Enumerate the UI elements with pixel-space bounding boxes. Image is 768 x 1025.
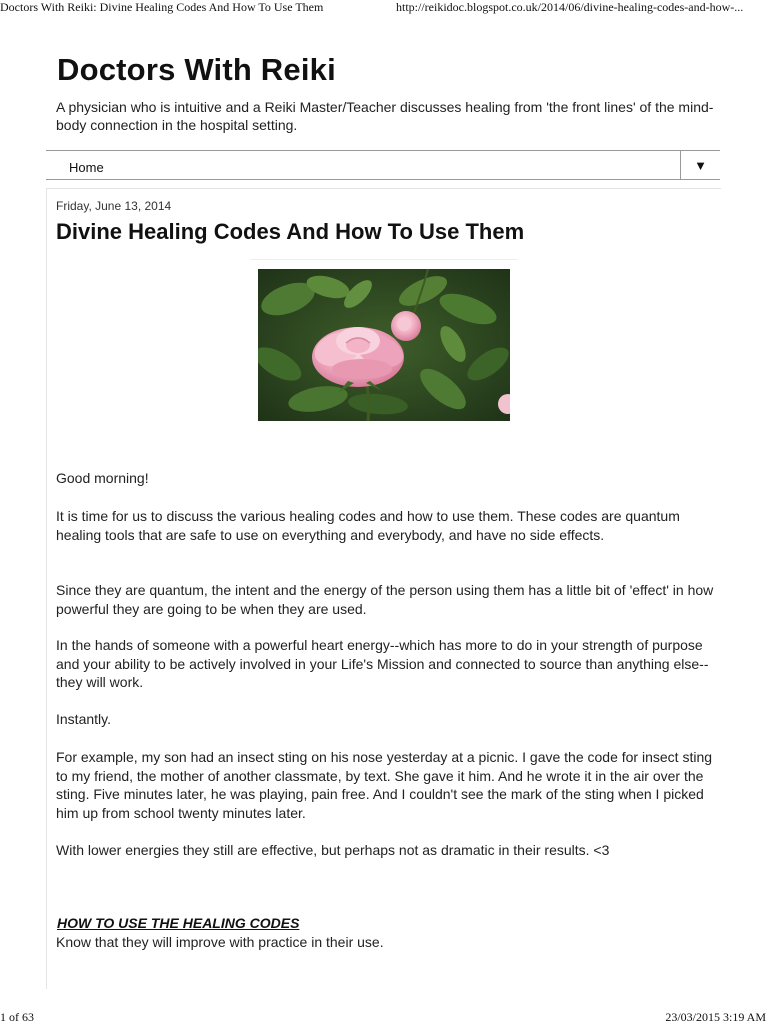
dropdown-arrow-icon: ▼ [694,157,707,173]
section-intro: Know that they will improve with practice in their use. [56,934,384,950]
paragraph-lower-energies: With lower energies they still are effective, but perhaps not as dramatic in their results. <3 [56,842,610,858]
paragraph-codes: It is time for us to discuss the various healing codes and how to use them. These codes are quantum healing tools that are safe to use on everything and everybody, and have no side effects. [56,508,680,543]
nav-bar [46,150,720,180]
print-header [0,0,768,16]
print-timestamp: 23/03/2015 3:19 AM [665,1010,766,1024]
paragraph-quantum: Since they are quantum, the intent and the energy of the person using them has a little bit of 'effect' in how powerful they are going to be when they are used. [56,582,714,617]
page-count: 1 of 63 [0,1010,34,1024]
post-image-frame [250,259,518,429]
section-heading: HOW TO USE THE HEALING CODES [57,915,300,931]
blog-title[interactable]: Doctors With Reiki [57,52,336,87]
paragraph-example: For example, my son had an insect sting on his nose yesterday at a picnic. I gave the code for insect sting to my friend, the mother of another classmate, by text. She gave it him. And he wrote it in the air over the sting. Five minutes later, he was playing, pain free. And I couldn't see the mark of the sting when I picked him up from school twenty minutes later. [56,749,713,821]
nav-dropdown-button[interactable] [680,151,720,179]
print-header-title: Doctors With Reiki: Divine Healing Codes And How To Use Them [0,0,324,14]
print-footer [0,1008,768,1024]
rose-photo[interactable] [258,269,510,421]
paragraph-instantly: Instantly. [56,711,111,727]
print-header-url: http://reikidoc.blogspot.co.uk/2014/06/divine-healing-codes-and-how-... [396,0,744,14]
blog-description: A physician who is intuitive and a Reiki Master/Teacher discusses healing from 'the front lines' of the mind-body connection in the hospital setting. [56,99,714,133]
paragraph-heart-energy: In the hands of someone with a powerful heart energy--which has more to do in your strength of purpose and your ability to be actively involved in your Life's Mission and connected to source than anything else--they will work. [56,637,709,690]
paragraph-greeting: Good morning! [56,470,149,486]
nav-home-link[interactable]: Home [69,160,104,175]
post-date: Friday, June 13, 2014 [56,199,172,213]
post-title[interactable]: Divine Healing Codes And How To Use Them [56,219,525,244]
